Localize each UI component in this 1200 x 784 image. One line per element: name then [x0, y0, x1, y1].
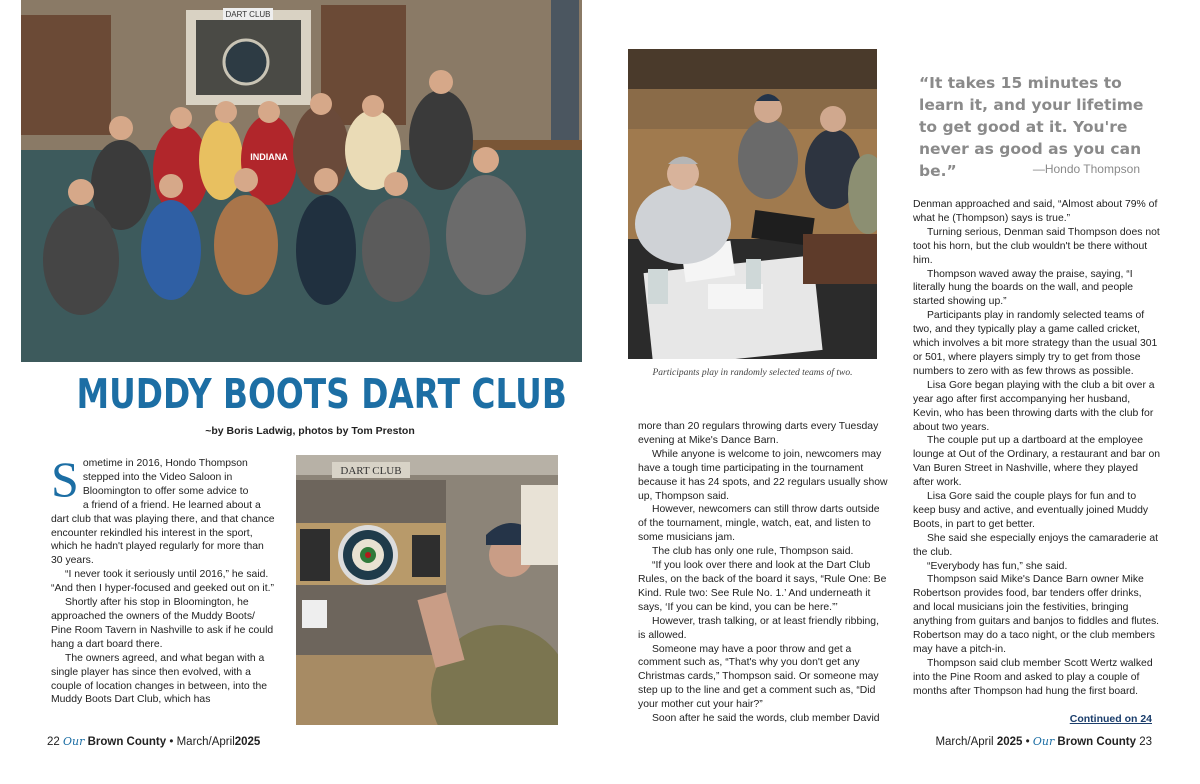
paragraph: more than 20 regulars throwing darts every Tuesday evening at Mike's Dance Barn. [638, 421, 879, 446]
folio-separator: • [169, 736, 174, 748]
article-byline: ~by Boris Ladwig, photos by Tom Preston [205, 425, 415, 437]
folio-separator: • [1025, 736, 1030, 748]
photo-caption: Participants play in randomly selected teams of two. [652, 368, 853, 378]
paragraph: “I never took it seriously until 2016,” he said. “And then I hyper-focused and geeked out on it.” [51, 569, 274, 595]
paragraph: Shortly after his stop in Bloomington, he approached the owners of the Muddy Boots/ Pine Room Tavern in Nashville to ask if he could hang a dart board there. [51, 597, 274, 650]
paragraph: She said she especially enjoys the camaraderie at the club. [913, 532, 1159, 558]
article-column-1 [51, 451, 275, 707]
paragraph: Participants play in randomly selected teams of two, and they typically play a game called cricket, which involves a bit more strategy than the usual 301 or 501, where players simply try to get from those numbers to zero with as few throws as possible. [913, 310, 1158, 377]
paragraph: “If you look over there and look at the Dart Club Rules, on the back of the board it says, “Rule One: Be Kind. Rule two: See Rule No. 1.’ And underneath it says, ‘If you can be kind, you can be here.”’ [638, 560, 887, 613]
paragraph: “Everybody has fun,” she said. [927, 560, 1068, 572]
paragraph: Soon after he said the words, club member David [652, 713, 880, 725]
folio-left [47, 735, 260, 748]
article-column-2 [638, 420, 888, 726]
paragraph: Lisa Gore began playing with the club a bit over a year ago after first accompanying her husband, Kevin, who has been throwing darts with the club for about two years. [913, 379, 1155, 433]
group-photo-sign: DART CLUB [225, 10, 271, 19]
paragraph: Turning serious, Denman said Thompson does not toot his horn, but the club wouldn't be there without him. [913, 226, 1160, 266]
pull-quote: “It takes 15 minutes to learn it, and your lifetime to get good at it. You're never as good as you can be.” [919, 74, 1144, 180]
lead-paragraph [51, 451, 275, 507]
players-photo [628, 49, 877, 359]
page-number-left: 22 [47, 736, 60, 748]
paragraph: Thompson waved away the praise, saying, “I literally hung the boards on the wall, and people started showing up.” [913, 268, 1134, 308]
paragraph: However, newcomers can still throw darts outside of the tournament, mingle, watch, eat, and listen to some musicians jam. [638, 504, 880, 544]
page-number-right: 23 [1139, 736, 1152, 748]
issue-year: 2025 [996, 736, 1023, 748]
paragraph: Thompson said club member Scott Wertz walked into the Pine Room and asked to play a couple of months after Thompson had hung the first board. [913, 657, 1153, 697]
paragraph: Someone may have a poor throw and get a comment such as, “That's why you don't get any Christmas cards,” Thompson said. Or someone may step up to the line and get a comment such as, “Did your mother cut your hair?” [638, 643, 879, 711]
issue-year: 2025 [234, 736, 261, 748]
lead-text: ometime in 2016, Hondo Thompson stepped into the Video Saloon in Bloomington to offer some advice to [82, 458, 249, 497]
paragraph: Lisa Gore said the couple plays for fun and to keep busy and active, and eventually joined Muddy Boots, in part to get better. [913, 491, 1149, 530]
brand-script: Our [63, 735, 85, 748]
article-headline: MUDDY BOOTS DART CLUB [76, 370, 567, 418]
dartboard-photo [296, 455, 558, 725]
paragraph: The couple put up a dartboard at the employee lounge at Out of the Ordinary, a restaurant and bar on Van Buren Street in Nashville, where they played after work. [913, 435, 1161, 489]
paragraph: Thompson said Mike's Dance Barn owner Mike Robertson provides food, bar tenders offer drinks, and local musicians join the festivities, bringing anything from guitars and banjos to fiddles and flutes. Robertson may do a taco night, or the club members may have a pitch-in. [913, 574, 1160, 655]
paragraph: However, trash talking, or at least friendly ribbing, is allowed. [638, 615, 879, 641]
issue-month: March/April [176, 736, 235, 748]
dartboard-sign: DART CLUB [340, 465, 402, 477]
brand-script: Our [1032, 735, 1055, 748]
pull-quote-attribution: —Hondo Thompson [1032, 162, 1140, 176]
brand-name: Brown County [87, 736, 167, 748]
paragraph: a friend of a friend. He learned about a dart club that was playing there, and that chance encounter rekindled his interest in the sport, which he hadn't played regularly for more than 30 years. [51, 499, 275, 567]
drop-cap: S [51, 451, 79, 507]
continued-link[interactable]: Continued on 24 [1069, 713, 1152, 725]
paragraph: The owners agreed, and what began with a single player has since then evolved, with a couple of location changes in between, into the Muddy Boots Dart Club, which has [51, 652, 268, 706]
folio-right [935, 735, 1152, 748]
paragraph: The club has only one rule, Thompson said. [652, 546, 854, 558]
paragraph: Denman approached and said, “Almost about 79% of what he (Thompson) says is true.” [913, 199, 1158, 224]
brand-name: Brown County [1057, 736, 1136, 748]
paragraph: While anyone is welcome to join, newcomers may have a tough time participating in the tournament because it has 24 spots, and 22 regulars usually show up, Thompson said. [638, 448, 888, 502]
article-column-3 [913, 198, 1161, 699]
group-photo [21, 0, 582, 362]
issue-month: March/April [935, 736, 994, 748]
indiana-shirt-text: INDIANA [250, 152, 288, 162]
